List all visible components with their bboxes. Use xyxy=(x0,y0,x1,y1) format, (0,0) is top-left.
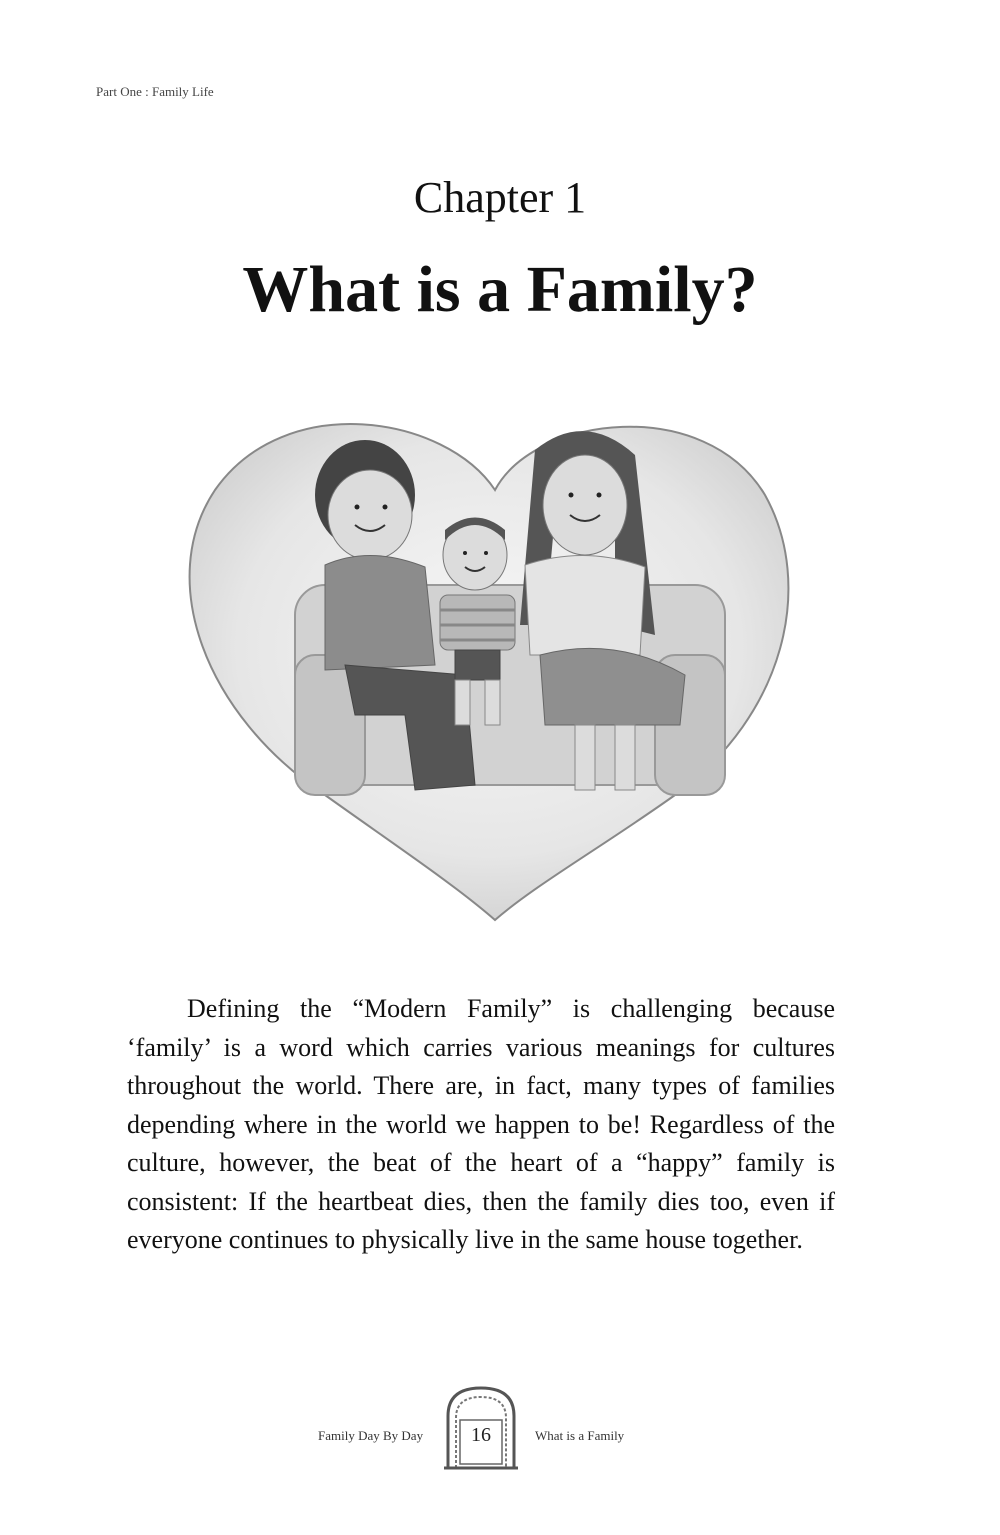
body-paragraph: Defining the “Modern Family” is challenging because ‘family’ is a word which carries various meanings for cultures throughout the world. There are, in fact, many types of families depending where in the world we happen to be! Regardless of the culture, however, the beat of the heart of a “happy” family is consistent: If the heartbeat dies, then the family dies too, even if everyone continues to physically live in the same house together. xyxy=(127,994,835,1254)
chapter-label: Chapter 1 xyxy=(413,173,587,222)
page-number: 16 xyxy=(471,1424,491,1446)
footer-chapter-name: What is a Family xyxy=(535,1428,625,1443)
footer-book-title: Family Day By Day xyxy=(318,1428,424,1443)
heart-family-icon xyxy=(175,395,815,925)
chapter-title: What is a Family? xyxy=(242,253,758,326)
running-head: Part One : Family Life xyxy=(96,84,214,99)
